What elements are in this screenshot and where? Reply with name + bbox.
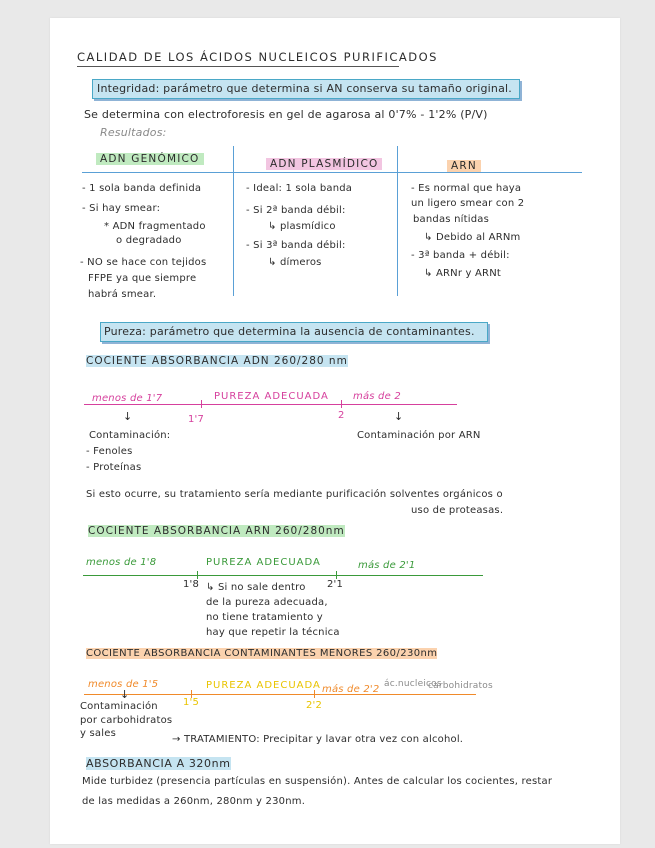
menores-scale-line [84,694,476,695]
genomico-line-5: - NO se hace con tejidos [80,257,207,268]
header-adn-genomico: ADN GENÓMICO [96,153,204,165]
label-carbohidratos: carbohidratos [428,681,493,691]
menores-scale-left: menos de 1'5 [88,679,159,690]
results-label: Resultados: [100,126,167,139]
adn-ratio-title: COCIENTE ABSORBANCIA ADN 260/280 nm [86,355,348,367]
adn-tick-1 [201,400,202,408]
title-underline [77,66,399,67]
menores-contamination-3: y sales [80,728,116,739]
adn-contamination-label: Contaminación: [89,430,171,441]
adn-contaminant-1: - Fenoles [86,446,133,457]
arn-note-2: de la pureza adecuada, [206,597,328,608]
adn-tick-2 [341,400,342,408]
menores-contamination-2: por carbohidratos [80,715,173,726]
adn-contaminant-2: - Proteínas [86,462,142,473]
integridad-definition: Integridad: parámetro que determina si AN conserva su tamaño original. [97,82,512,95]
arn-line-5: - 3ª banda + débil: [411,250,510,261]
integridad-method: Se determina con electroforesis en gel de agarosa al 0'7% - 1'2% (P/V) [84,108,488,121]
genomico-line-7: habrá smear. [88,289,157,300]
plasmidico-line-4: - Si 3ª banda débil: [246,240,346,251]
adn-scale-left: menos de 1'7 [92,393,163,404]
arn-tick-2 [336,571,337,579]
page-title: CALIDAD DE LOS ÁCIDOS NUCLEICOS PURIFICADOS [77,50,438,64]
arn-line-6: ↳ ARNr y ARNt [424,268,502,279]
arrow-down-icon: ↓ [123,410,133,423]
arn-scale-right: más de 2'1 [358,560,416,571]
menores-contamination-1: Contaminación [80,701,158,712]
arn-tick-1 [197,571,198,579]
adn-scale-line [84,404,457,405]
adn-treatment-note-2: uso de proteasas. [411,505,504,516]
table-divider-1 [233,146,234,296]
plasmidico-line-2: - Si 2ª banda débil: [246,205,346,216]
plasmidico-line-5: ↳ dímeros [268,257,322,268]
arn-note-1: ↳ Si no sale dentro [206,582,306,593]
arn-line-3: bandas nítidas [413,214,489,225]
arn-value-1: 1'8 [183,579,200,590]
arn-scale-mid: PUREZA ADECUADA [206,557,321,568]
menores-ratio-title: COCIENTE ABSORBANCIA CONTAMINANTES MENORES 260/230nm [86,648,438,659]
genomico-line-1: - 1 sola banda definida [82,183,202,194]
menores-scale-right: más de 2'2 [322,684,380,695]
adn-scale-mid: PUREZA ADECUADA [214,391,329,402]
adn-scale-right: más de 2 [353,391,401,402]
abs320-title: ABSORBANCIA A 320nm [86,757,231,770]
genomico-line-3: * ADN fragmentado [104,221,206,232]
arn-note-4: hay que repetir la técnica [206,627,340,638]
genomico-line-6: FFPE ya que siempre [88,273,197,284]
plasmidico-line-3: ↳ plasmídico [268,221,336,232]
arn-line-1: - Es normal que haya [411,183,522,194]
pureza-definition: Pureza: parámetro que determina la ausencia de contaminantes. [104,325,475,338]
arn-note-3: no tiene tratamiento y [206,612,323,623]
plasmidico-line-1: - Ideal: 1 sola banda [246,183,353,194]
adn-treatment-note-1: Si esto ocurre, su tratamiento sería mediante purificación solventes orgánicos o [86,489,503,500]
menores-treatment: → TRATAMIENTO: Precipitar y lavar otra vez con alcohol. [172,734,464,745]
arn-scale-left: menos de 1'8 [86,557,157,568]
genomico-line-2: - Si hay smear: [82,203,161,214]
arn-scale-line [83,575,483,576]
menores-value-2: 2'2 [306,700,323,711]
arn-line-2: un ligero smear con 2 [411,198,525,209]
adn-value-2: 2 [338,410,345,421]
menores-scale-mid: PUREZA ADECUADA [206,680,321,691]
header-adn-plasmidico: ADN PLASMÍDICO [266,158,382,170]
abs320-line-1: Mide turbidez (presencia partículas en suspensión). Antes de calcular los cocientes, restar [82,776,553,787]
arrow-down-icon: ↓ [394,410,404,423]
arn-line-4: ↳ Debido al ARNm [424,232,521,243]
table-divider-2 [397,146,398,296]
arn-ratio-title: COCIENTE ABSORBANCIA ARN 260/280nm [88,525,345,537]
table-header-rule [82,172,582,173]
menores-tick-2 [314,690,315,698]
menores-value-1: 1'5 [183,697,200,708]
arn-value-2: 2'1 [327,579,344,590]
header-arn: ARN [447,160,481,172]
genomico-line-4: o degradado [116,235,182,246]
arrow-down-icon: ↓ [120,688,130,701]
adn-value-1: 1'7 [188,414,205,425]
adn-contamination-right: Contaminación por ARN [357,430,481,441]
abs320-line-2: de las medidas a 260nm, 280nm y 230nm. [82,796,306,807]
label-acidos-nucleicos: ác.nucleicos [384,679,442,689]
